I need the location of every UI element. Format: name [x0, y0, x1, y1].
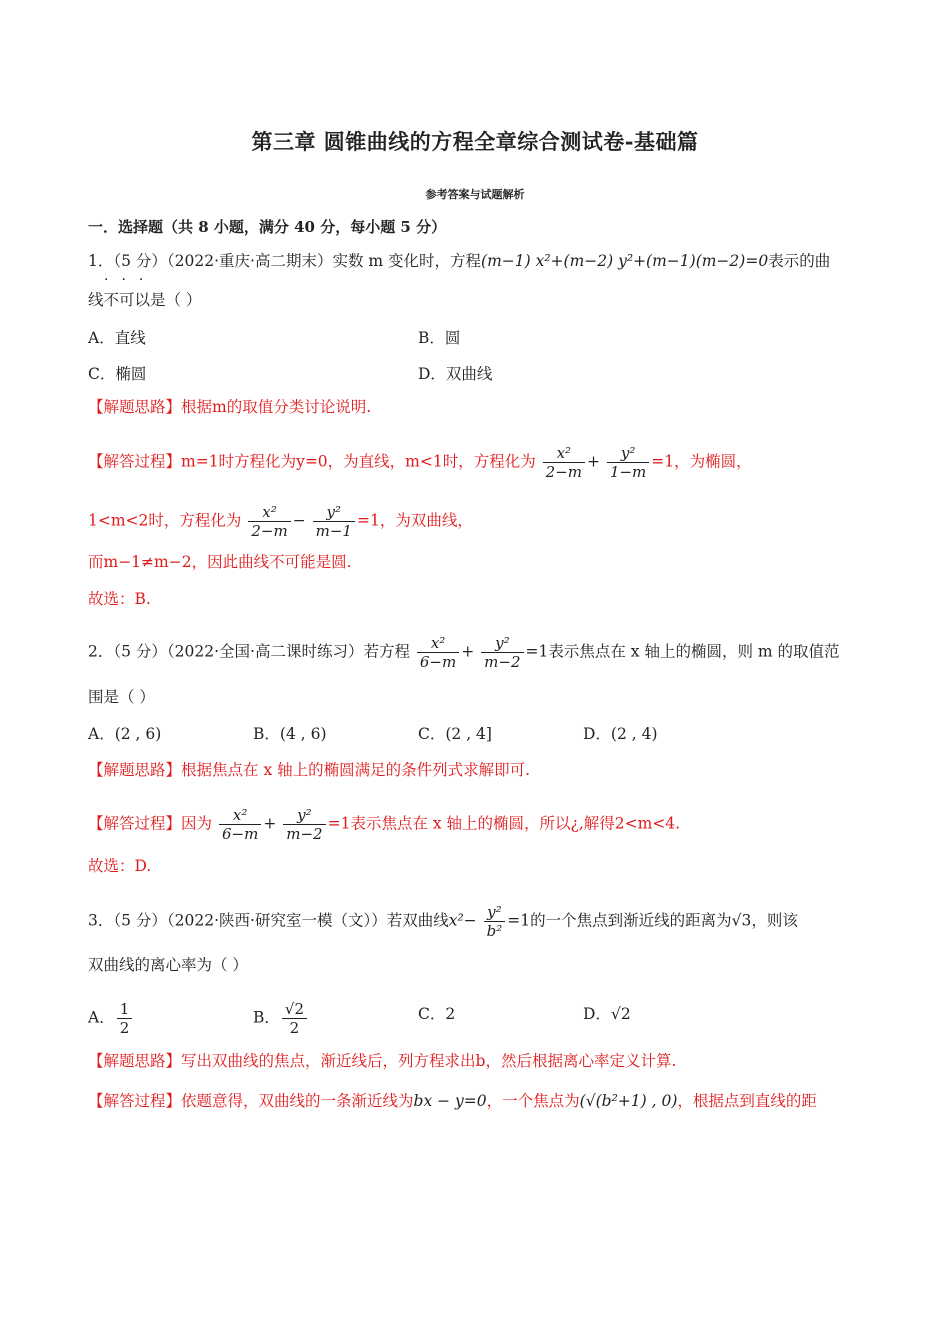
- q3-process: [88, 1090, 858, 1112]
- q2-frac-y2-m2: $\frac{\text{y²}}{m-2}$: [481, 634, 523, 671]
- q2-option-a: A．(2 , 6): [88, 725, 162, 743]
- q2-proc-frac-y2-m2: $\frac{\text{y²}}{m-2}$: [283, 806, 325, 843]
- q3-proc-a: 依题意得，双曲线的一条渐近线为: [181, 1092, 414, 1110]
- q2-stem-line2: 围是（ ）: [88, 688, 155, 706]
- q3-tail: =1的一个焦点到渐近线的距离为: [507, 911, 732, 930]
- page-title: 第三章 圆锥曲线的方程全章综合测试卷-基础篇: [251, 129, 699, 154]
- q1-proc2a: 1<m<2时，方程化为: [88, 511, 242, 530]
- q1-stem-line2: 线不可以是（ ）: [88, 291, 202, 309]
- q3-stem-line2: 双曲线的离心率为（ ）: [88, 956, 248, 974]
- q2-proc-b: =1表示焦点在 x 轴上的椭圆，所以¿,解得2<m<4.: [327, 814, 681, 833]
- q2-proc-frac-x2-6m: $\frac{\text{x²}}{6-m}$: [219, 806, 261, 843]
- q3-option-b: B． $\frac{√2}{2}$: [253, 1000, 309, 1037]
- q1-hint: [88, 396, 858, 418]
- q2-tail: =1表示焦点在 x 轴上的椭圆，则 m 的取值范: [525, 642, 840, 661]
- q1-lead: 1．（5 分）（2022·重庆·高二期末）实数 m 变化时，方程: [88, 252, 482, 270]
- q3-hint-text: 写出双曲线的焦点，渐近线后，列方程求出b，然后根据离心率定义计算.: [181, 1052, 677, 1070]
- q1-equation: (m−1) x²+(m−2) y²+(m−1)(m−2)=0: [481, 252, 769, 270]
- q1-proc-label: 【解答过程】: [88, 452, 182, 471]
- q3-proc-label: 【解答过程】: [88, 1092, 182, 1110]
- page-subtitle: 参考答案与试题解析: [425, 188, 525, 201]
- q2-hint-text: 根据焦点在 x 轴上的椭圆满足的条件列式求解即可.: [181, 761, 531, 779]
- q3-proc-c: ，根据点到直线的距: [677, 1092, 817, 1110]
- q3-stem: 3．（5 分）（2022·陕西·研究室一模（文））若双曲线x²− $\frac{\text{y²}}{\text{b²}}$ =1的一个焦点到渐近线的距离为√3，则该: [88, 903, 798, 940]
- emphasis-dots: ···: [104, 272, 157, 288]
- q3-frac-y2-b2: $\frac{\text{y²}}{\text{b²}}$: [484, 903, 506, 940]
- q2-option-d: D．(2 , 4): [583, 725, 658, 743]
- q2-frac-x2-6m: $\frac{\text{x²}}{6-m}$: [417, 634, 459, 671]
- q2-option-c: C．(2 , 4]: [418, 725, 492, 743]
- q1-proc1a: m=1时方程化为y=0，为直线，m<1时，方程化为: [181, 452, 536, 471]
- q1-hint-text: 根据m的取值分类讨论说明.: [181, 398, 372, 416]
- section-heading: 一．选择题（共 8 小题，满分 40 分，每小题 5 分）: [88, 218, 447, 236]
- q1-proc1b: =1，为椭圆，: [651, 452, 752, 471]
- q3-frac-half: $\frac{1}{2}$: [117, 1000, 133, 1037]
- q1-frac-x2-2m: $\frac{\text{x²}}{2-m}$: [543, 444, 585, 481]
- q1-option-b: B．圆: [418, 329, 461, 347]
- q1-proc2b: =1，为双曲线，: [356, 511, 473, 530]
- q2-process: 【解答过程】因为 $\frac{\text{x²}}{6-m}$ + $\frac{\text{y²}}{m-2}$ =1表示焦点在 x 轴上的椭圆，所以¿,解得2<m<4.: [88, 806, 681, 843]
- q3-hint-label: 【解题思路】: [88, 1052, 182, 1070]
- q1-option-d: D．双曲线: [418, 365, 493, 383]
- q2-stem: 2．（5 分）（2022·全国·高二课时练习）若方程 $\frac{\text{x²}}{6-m}$ + $\frac{\text{y²}}{m-2}$ =1表示焦点在 x 轴上的椭圆，则 m 的取值范: [88, 634, 840, 671]
- q3-proc-b: ，一个焦点为: [486, 1092, 580, 1110]
- q3-hint: [88, 1050, 858, 1072]
- q3-frac-sqrt2-half: $\frac{√2}{2}$: [282, 1000, 307, 1037]
- q1-frac-y2-m1: $\frac{\text{y²}}{m-1}$: [313, 503, 355, 540]
- q1-process-line1: 【解答过程】m=1时方程化为y=0，为直线，m<1时，方程化为 $\frac{\text{x²}}{2-m}$ + $\frac{\text{y²}}{1-m}$ =1，为椭圆，: [88, 444, 752, 481]
- q1-process-line3: 而m−1≠m−2，因此曲线不可能是圆.: [88, 553, 352, 571]
- q1-frac-x2-2m-b: $\frac{\text{x²}}{2-m}$: [248, 503, 290, 540]
- q2-proc-a: 因为: [181, 814, 213, 833]
- q2-option-b: B．(4 , 6): [253, 725, 327, 743]
- q2-hint-label: 【解题思路】: [88, 761, 182, 779]
- q3-focus: (√(b²+1) , 0): [579, 1092, 678, 1110]
- q1-option-a: A．直线: [88, 329, 146, 347]
- q3-tail2: ，则该: [751, 911, 798, 930]
- q1-hint-label: 【解题思路】: [88, 398, 182, 416]
- q2-answer: 故选：D.: [88, 857, 152, 875]
- q1-process-line2: 1<m<2时，方程化为 $\frac{\text{x²}}{2-m}$ − $\frac{\text{y²}}{m-1}$ =1，为双曲线，: [88, 503, 473, 540]
- q2-hint: [88, 759, 858, 781]
- q2-proc-label: 【解答过程】: [88, 814, 182, 833]
- q3-option-d: D．√2: [583, 1005, 631, 1023]
- q3-asymptote: bx − y=0: [413, 1092, 487, 1110]
- q3-lead: 3．（5 分）（2022·陕西·研究室一模（文））若双曲线: [88, 911, 449, 930]
- q1-stem: [88, 250, 858, 272]
- q2-lead: 2．（5 分）（2022·全国·高二课时练习）若方程: [88, 642, 410, 661]
- q3-sqrt3: √3: [731, 911, 752, 930]
- q1-option-c: C．椭圆: [88, 365, 147, 383]
- q1-frac-y2-1m: $\frac{\text{y²}}{1-m}$: [607, 444, 649, 481]
- q3-option-c: C．2: [418, 1005, 456, 1023]
- q3-option-a: A． $\frac{1}{2}$: [88, 1000, 134, 1037]
- q1-tail: 表示的曲: [768, 252, 831, 270]
- q1-answer: 故选：B.: [88, 590, 151, 608]
